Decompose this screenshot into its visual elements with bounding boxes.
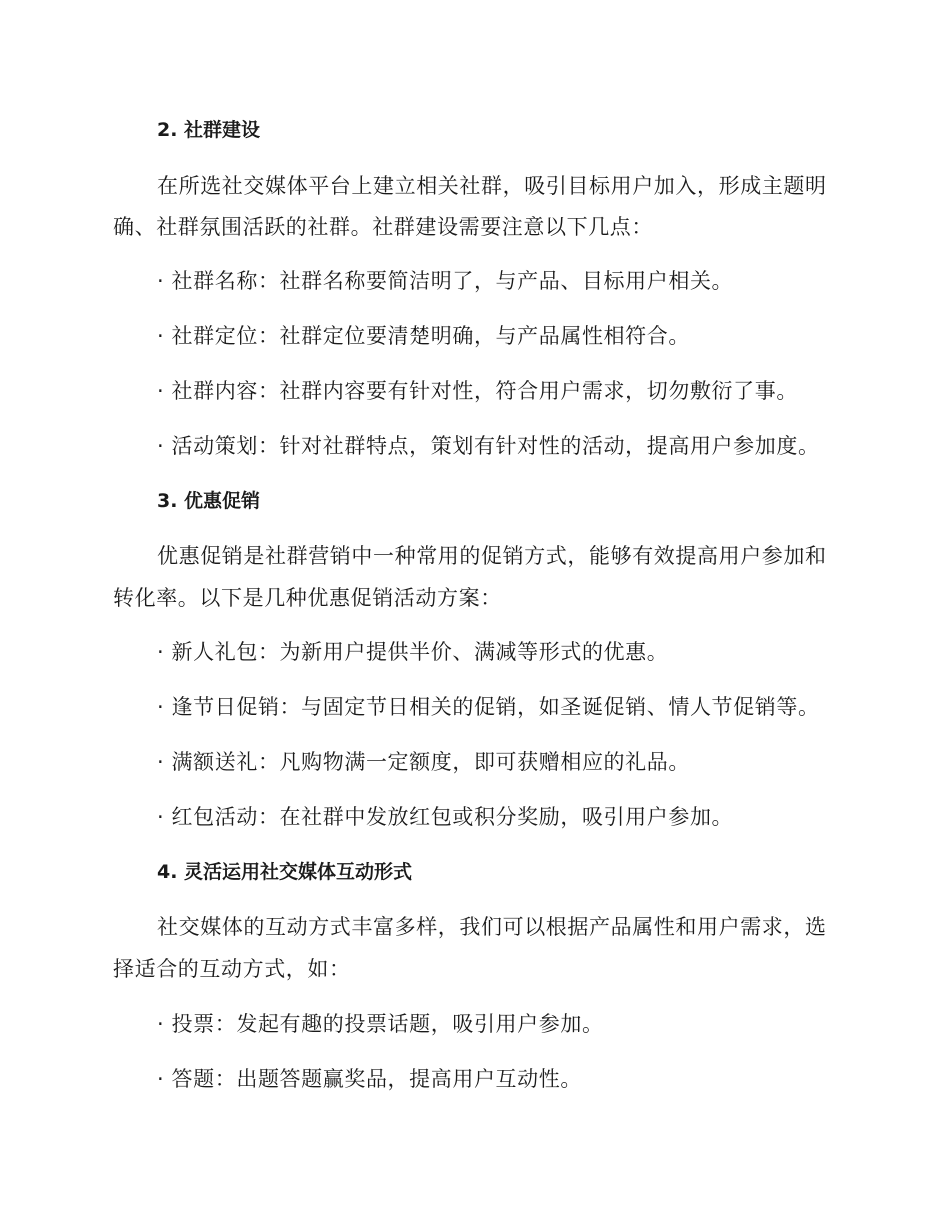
paragraph-line: 择适合的互动方式，如： <box>113 957 351 981</box>
bullet-item: · 新人礼包：为新用户提供半价、满减等形式的优惠。 <box>157 640 669 664</box>
bullet-item: · 社群名称：社群名称要简洁明了，与产品、目标用户相关。 <box>157 269 734 293</box>
section-heading: 3. 优惠促销 <box>157 490 261 512</box>
bullet-item: · 社群定位：社群定位要清楚明确，与产品属性相符合。 <box>157 324 690 348</box>
bullet-item: · 答题：出题答题赢奖品，提高用户互动性。 <box>157 1067 582 1091</box>
bullet-item: · 活动策划：针对社群特点，策划有针对性的活动，提高用户参加度。 <box>157 434 820 458</box>
paragraph-line: 优惠促销是社群营销中一种常用的促销方式，能够有效提高用户参加和 <box>157 544 827 568</box>
bullet-item: · 红包活动：在社群中发放红包或积分奖励，吸引用户参加。 <box>157 805 734 829</box>
paragraph-line: 确、社群氛围活跃的社群。社群建设需要注意以下几点： <box>113 215 653 239</box>
bullet-item: · 满额送礼：凡购物满一定额度，即可获赠相应的礼品。 <box>157 750 690 774</box>
bullet-item: · 投票：发起有趣的投票话题，吸引用户参加。 <box>157 1012 604 1036</box>
paragraph-line: 在所选社交媒体平台上建立相关社群，吸引目标用户加入，形成主题明 <box>157 174 827 198</box>
section-heading: 2. 社群建设 <box>157 119 261 141</box>
section-heading: 4. 灵活运用社交媒体互动形式 <box>157 861 413 883</box>
bullet-item: · 逢节日促销：与固定节日相关的促销，如圣诞促销、情人节促销等。 <box>157 695 820 719</box>
paragraph-line: 转化率。以下是几种优惠促销活动方案： <box>113 586 502 610</box>
paragraph-line: 社交媒体的互动方式丰富多样，我们可以根据产品属性和用户需求，选 <box>157 915 827 939</box>
bullet-item: · 社群内容：社群内容要有针对性，符合用户需求，切勿敷衍了事。 <box>157 379 798 403</box>
